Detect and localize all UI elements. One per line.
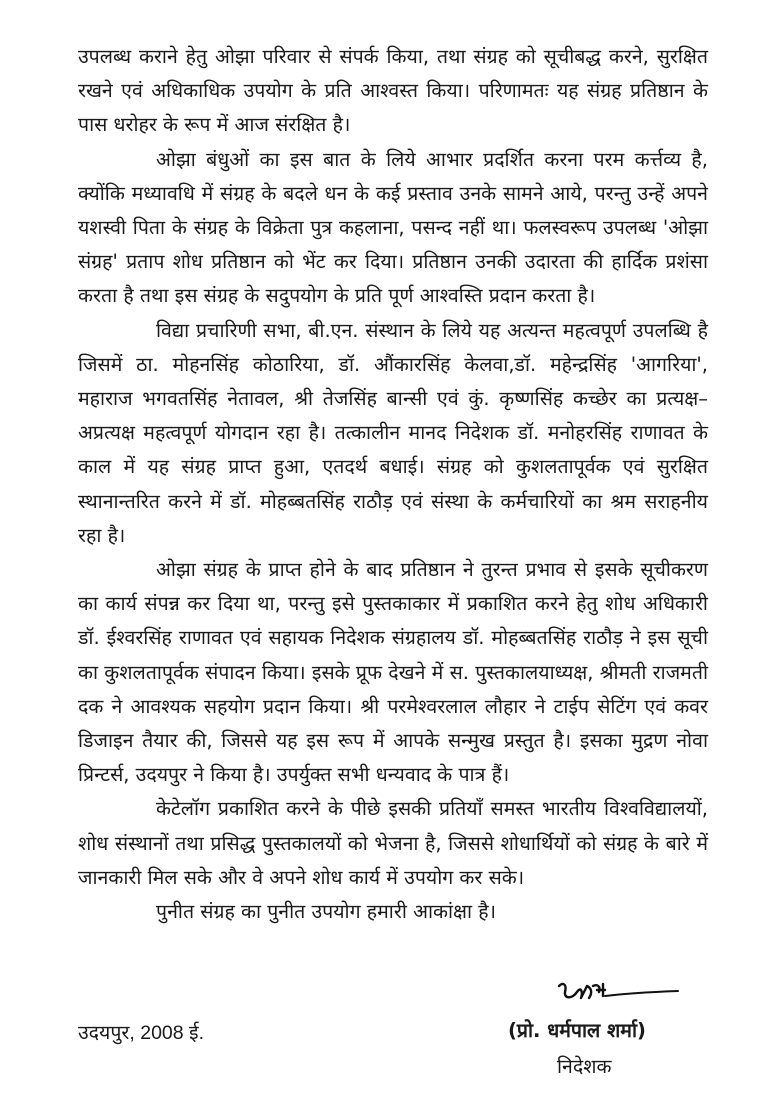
signatory-name: (प्रो. धर्मपाल शर्मा) xyxy=(508,1019,646,1042)
paragraph: विद्या प्रचारिणी सभा, बी.एन. संस्थान के लिये यह अत्यन्त महत्वपूर्ण उपलब्धि है जिसमें ठा. मोहनसिंह कोठारिया, डॉ. औंकारसिंह केलवा,डॉ. महेन्द्रसिंह 'आगरिया', महाराज भगवतसिंह नेतावल, श्री तेजसिंह बान्सी एवं कुं. कृष्णसिंह कच्छेर का प्रत्यक्ष–अप्रत्यक्ष महत्वपूर्ण योगदान रहा है। तत्कालीन मानद निदेशक डॉ. मनोहरसिंह राणावत के काल में यह संग्रह प्राप्त हुआ, एतदर्थ बधाई। संग्रह को कुशलतापूर्वक एवं सुरक्षित स्थानान्तरित करने में डॉ. मोहब्बतसिंह राठौड़ एवं संस्था के कर्मचारियों का श्रम सराहनीय रहा है। xyxy=(78,318,708,547)
paragraph: पुनीत संग्रह का पुनीत उपयोग हमारी आकांक्षा है। xyxy=(156,900,497,924)
paragraph: ओझा संग्रह के प्राप्त होने के बाद प्रतिष्ठान ने तुरन्त प्रभाव से इसके सूचीकरण का कार्य संपन्न कर दिया था, परन्तु इसे पुस्तकाकार में प्रकाशित करने हेतु शोध अधिकारी डॉ. ईश्वरसिंह राणावत एवं सहायक निदेशक संग्रहालय डॉ. मोहब्बतसिंह राठौड़ ने इस सूची का कुशलतापूर्वक संपादन किया। इसके प्रूफ देखने में स. पुस्तकालयाध्यक्ष, श्रीमती राजमती दक ने आवश्यक सहयोग प्रदान किया। श्री परमेश्वरलाल लौहार ने टाईप सेटिंग एवं कवर डिजाइन तैयार की, जिससे यह इस रूप में आपके सन्मुख प्रस्तुत है। इसका मुद्रण नोवा प्रिन्टर्स, उदयपुर ने किया है। उपर्युक्त सभी धन्यवाद के पात्र हैं। xyxy=(78,558,708,787)
paragraph: केटेलॉग प्रकाशित करने के पीछे इसकी प्रतियाँ समस्त भारतीय विश्वविद्यालयों, शोध संस्थानों तथा प्रसिद्ध पुस्तकालयों को भेजना है, जिससे शोधार्थियों को संग्रह के बारे में जानकारी मिल सके और वे अपने शोध कार्य में उपयोग कर सके। xyxy=(78,797,708,889)
paragraph: उपलब्ध कराने हेतु ओझा परिवार से संपर्क किया, तथा संग्रह को सूचीबद्ध करने, सुरक्षित रखने एवं अधिकाधिक उपयोग के प्रति आश्वस्त किया। परिणामतः यह संग्रह प्रतिष्ठान के पास धरोहर के रूप में आज संरक्षित है। xyxy=(78,45,708,137)
handwritten-signature xyxy=(553,978,683,1018)
place-date: उदयपुर, 2008 ई. xyxy=(78,1022,205,1044)
paragraph: ओझा बंधुओं का इस बात के लिये आभार प्रदर्शित करना परम कर्त्तव्य है, क्योंकि मध्यावधि में संग्रह के बदले धन के कई प्रस्ताव उनके सामने आये, परन्तु उन्हें अपने यशस्वी पिता के संग्रह के विक्रेता पुत्र कहलाना, पसन्द नहीं था। फलस्वरूप उपलब्ध 'ओझा संग्रह' प्रताप शोध प्रतिष्ठान को भेंट कर दिया। प्रतिष्ठान उनकी उदारता की हार्दिक प्रशंसा करता है तथा इस संग्रह के सदुपयोग के प्रति पूर्ण आश्वस्ति प्रदान करता है। xyxy=(78,147,708,308)
body-text xyxy=(78,40,708,929)
signatory-title: निदेशक xyxy=(557,1055,612,1078)
